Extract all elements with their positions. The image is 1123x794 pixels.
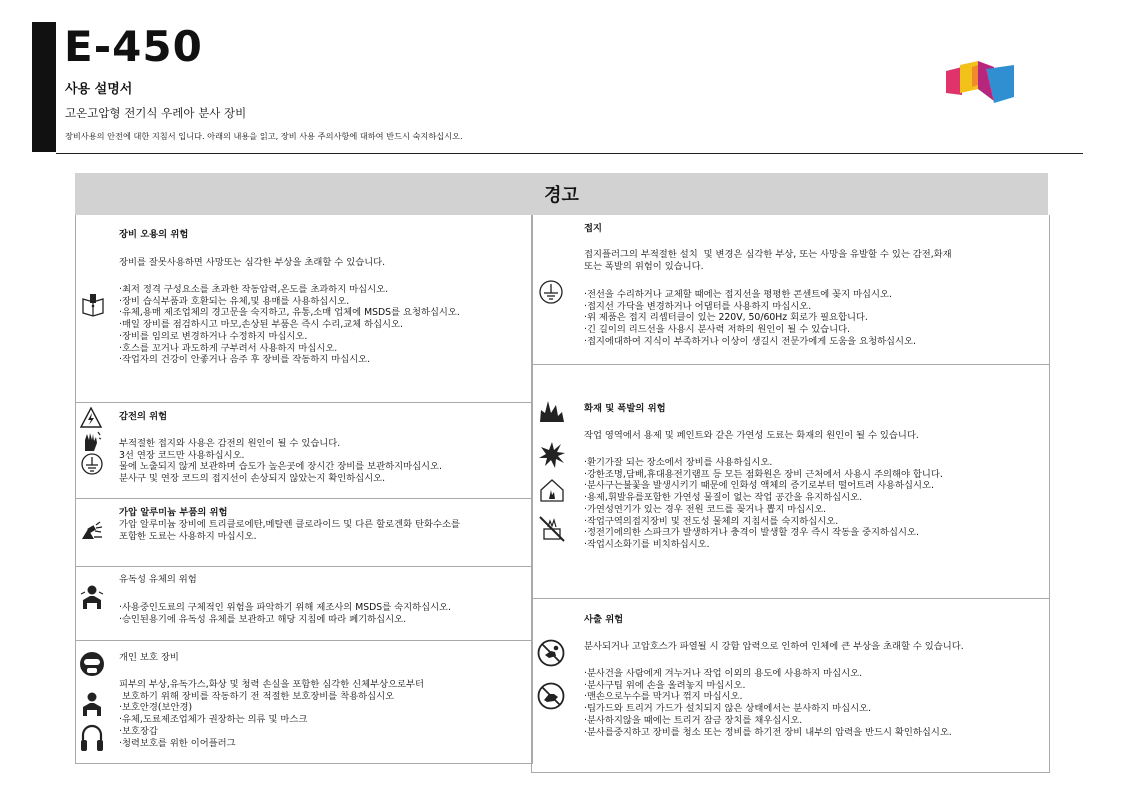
protective-suit-icon bbox=[80, 691, 104, 717]
manual-title: 사용 설명서 bbox=[65, 82, 133, 97]
misuse-title: 장비 오용의 위험 bbox=[119, 229, 189, 240]
pressurized-spray-icon bbox=[80, 519, 104, 541]
no-smoking-fire-icon bbox=[538, 515, 566, 543]
header-accent-bar bbox=[32, 22, 56, 152]
injection-section bbox=[532, 599, 1049, 773]
injection-items: ·분사건을 사람에게 겨누거나 작업 이외의 용도에 사용하지 마십시오. ·분사구팁 위에 손을 올려놓지 마십시오. ·맨손으로누수를 막거나 꺾지 마십시오. ·팁가드와 트리거 가드가 설치되지 않은 상태에서는 분사하지 마십시오. ·분사하지않을 때에는 트리거 잠금 장치를 채우십시오. ·분사를중지하고 장비를 청소 또는 정비를 하기전 장비 내부의 압력을 반드시 확인하십시오. bbox=[584, 668, 952, 738]
ear-protection-icon bbox=[80, 723, 104, 753]
model-number: E-450 bbox=[64, 22, 203, 71]
fire-title: 화재 및 폭발의 위험 bbox=[584, 403, 666, 414]
electric-hand-icon bbox=[80, 430, 102, 452]
misuse-items: ·최저 정격 구성요소를 초과한 작동압력,온도를 초과하지 마십시오. ·장비 습식부품과 호환되는 유체,및 용매를 사용하십시오. ·유체,용매 제조업체의 경고문을 숙지하고, 유통,소매 업체에 MSDS를 요청하십시오. ·매일 장비를 점검하시고 마모,손상된 부품은 즉시 수리,교체 하십시오. ·장비를 임의로 변경하거나 수정하지 마십시오. ·호스를 꼬거나 과도하게 구부려서 사용하지 마십시오. ·작업자의 건강이 안좋거나 음주 후 장비를 작동하지 마십시오. bbox=[119, 284, 460, 366]
fire-items: ·환기가잘 되는 장소에서 장비를 사용하십시오. ·강한조명,담배,휴대용전기램프 등 모든 점화원은 장비 근처에서 사용시 주의해야 합니다. ·분사구는불꽃을 발생시키기 때문에 인화성 액체의 증기로부터 떨어트려 사용하십시오. ·용제,휘발유를포함한 가연성 물질이 없는 작업 공간을 유지하십시오. ·가연성연기가 있는 경우 전원 코드를 꽂거나 뽑지 마십시오. ·작업구역의접지장비 및 전도성 물체의 지침서를 숙지하십시오. ·정전기에의한 스파크가 발생하거나 충격이 발생할 경우 즉시 작동을 중지하십시오. ·작업시소화기를 비치하십시오. bbox=[584, 457, 943, 550]
fire-section bbox=[532, 365, 1049, 599]
toxic-items: ·사용중인도료의 구체적인 위험을 파악하기 위해 제조사의 MSDS를 숙지하십시오. ·승인된용기에 유독성 유체를 보관하고 해당 지침에 따라 폐기하십시오. bbox=[119, 602, 451, 625]
electric-title: 감전의 위험 bbox=[119, 411, 168, 422]
ground-items: ·전선을 수리하거나 교체할 때에는 접지선을 평평한 콘센트에 꽂지 마십시오. ·접지선 가닥을 변경하거나 어댑터를 사용하지 마십시오. ·위 제품은 접지 리셉터클이 있는 220V, 50/60Hz 회로가 필요합니다. ·긴 길이의 리드선을 사용시 분사력 저하의 원인이 될 수 있습니다. ·접지에대하여 지식이 부족하거나 이상이 생길시 전문가에게 도움을 요청하십시오. bbox=[584, 289, 916, 347]
misuse-section bbox=[76, 215, 532, 403]
left-warning-column bbox=[75, 215, 533, 764]
aluminum-items: 가압 알루미늄 장비에 트리클로에탄,메탈렌 클로라이드 및 다른 할로겐화 탄화수소를 포함한 도료는 사용하지 마십시오. bbox=[119, 519, 460, 542]
high-voltage-icon bbox=[80, 407, 102, 429]
electric-items: 부적절한 접지와 사용은 감전의 원인이 될 수 있습니다. 3선 연장 코드만 사용하십시오. 물에 노출되지 않게 보관하며 습도가 높은곳에 장시간 장비를 보관하지마십시오. 분사구 및 연장 코드의 접지선이 손상되지 않았는지 확인하십시오. bbox=[119, 438, 442, 485]
house-fire-icon bbox=[538, 477, 566, 503]
brand-logo bbox=[944, 57, 1016, 107]
ppe-section bbox=[76, 641, 532, 764]
toxic-section bbox=[76, 567, 532, 641]
no-spray-at-person-icon bbox=[537, 639, 565, 667]
manual-warning-icon bbox=[81, 293, 105, 317]
explosion-icon bbox=[538, 441, 566, 469]
product-subtitle: 고온고압형 전기식 우레아 분사 장비 bbox=[65, 106, 247, 120]
electric-section bbox=[76, 403, 532, 499]
aluminum-title: 가압 알루미늄 부품의 위험 bbox=[119, 507, 228, 518]
header-divider bbox=[56, 153, 1083, 154]
ground-icon-small bbox=[81, 453, 103, 475]
ppe-title: 개인 보호 장비 bbox=[119, 652, 179, 663]
goggles-mask-icon bbox=[79, 651, 105, 677]
fire-intro: 작업 영역에서 용제 및 페인트와 같은 가연성 도료는 화재의 원인이 될 수 있습니다. bbox=[584, 430, 919, 441]
injection-intro: 분사되거나 고압호스가 파열될 시 강함 압력으로 인하여 인체에 큰 부상을 초래할 수 있습니다. bbox=[584, 641, 964, 652]
no-hand-on-tip-icon bbox=[537, 682, 565, 710]
ppe-items: 피부의 부상,유독가스,화상 및 청력 손실을 포함한 심각한 신체부상으로부터 보호하기 위해 장비를 작동하기 전 적절한 보호장비를 착용하십시오 ·보호안경(보안경) ·유체,도료제조업체가 권장하는 의류 및 마스크 ·보호장갑 ·청력보호를 위한 이어플러그 bbox=[119, 679, 425, 749]
right-warning-column bbox=[531, 215, 1050, 773]
ground-section bbox=[532, 215, 1049, 365]
injection-title: 사출 위험 bbox=[584, 614, 624, 625]
ground-intro: 접지플러그의 부적절한 설치 및 변경은 심각한 부상, 또는 사망을 유발할 수 있는 감전,화재 또는 폭발의 위험이 있습니다. bbox=[584, 249, 952, 272]
fire-icon bbox=[538, 397, 566, 423]
manual-description: 장비사용의 안전에 대한 지침서 입니다. 아래의 내용을 읽고, 장비 사용 주의사항에 대하여 반드시 숙지하십시오. bbox=[65, 131, 463, 141]
warning-heading: 경고 bbox=[75, 173, 1048, 215]
aluminum-section bbox=[76, 499, 532, 567]
misuse-intro: 장비를 잘못사용하면 사망또는 심각한 부상을 초래할 수 있습니다. bbox=[119, 257, 386, 268]
toxic-fume-person-icon bbox=[80, 584, 104, 610]
ground-title: 접지 bbox=[584, 223, 602, 234]
ground-icon bbox=[539, 280, 563, 304]
toxic-title: 유독성 유체의 위험 bbox=[119, 574, 197, 585]
